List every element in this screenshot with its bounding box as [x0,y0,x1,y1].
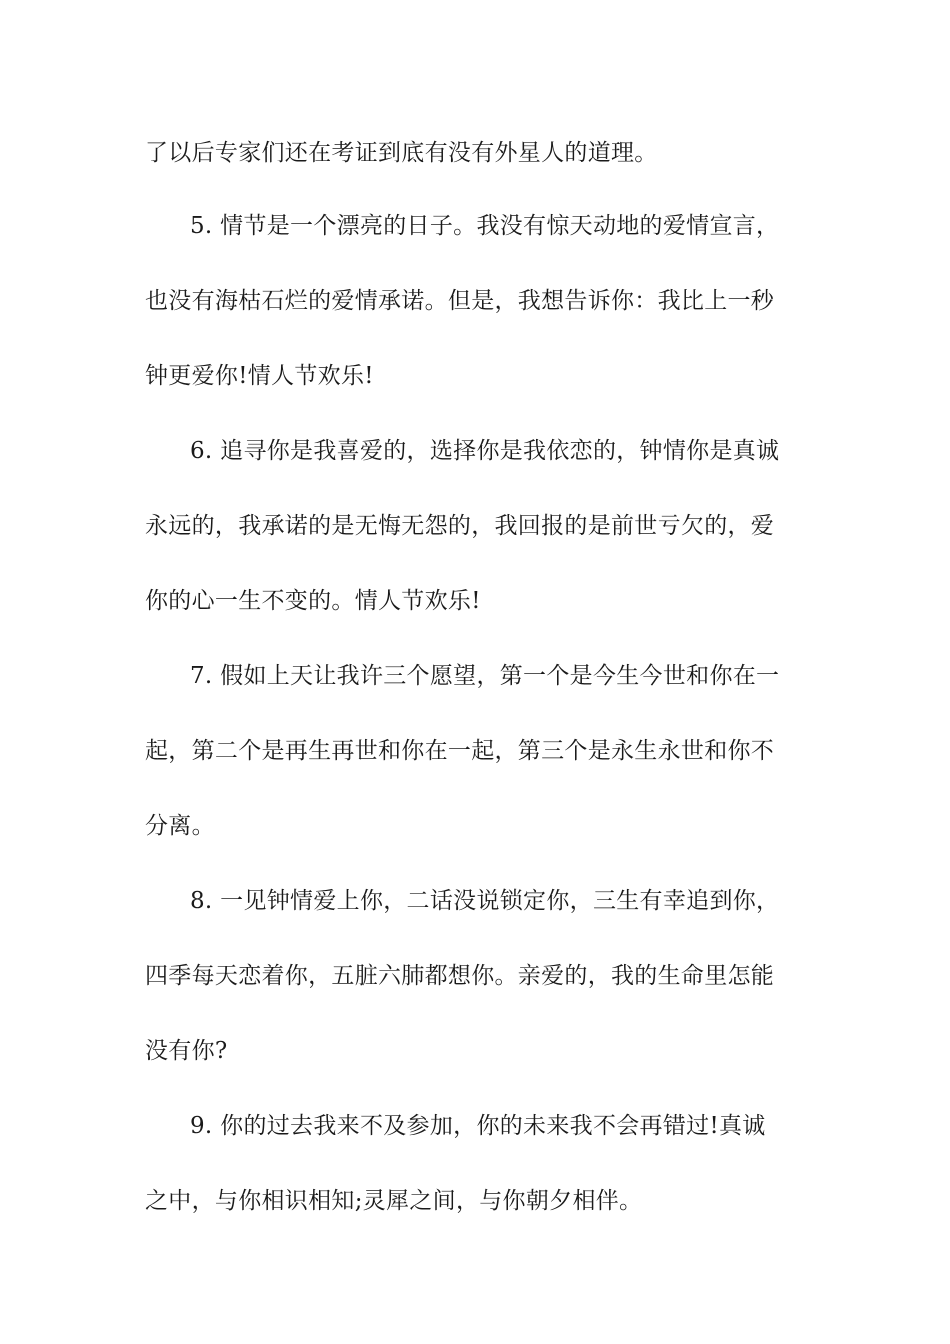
text-line: 分离。 [145,813,215,839]
paragraph-6-line: 6. 追寻你是我喜爱的，选择你是我依恋的，钟情你是真诚 [190,438,780,464]
text-line: 了以后专家们还在考证到底有没有外星人的道理。 [145,140,658,166]
text-line: 你的心一生不变的。情人节欢乐! [145,588,481,614]
text-line: 四季每天恋着你，五脏六肺都想你。亲爱的，我的生命里怎能 [145,963,775,989]
text-line: 也没有海枯石烂的爱情承诺。但是，我想告诉你：我比上一秒 [145,288,775,314]
paragraph-5-line: 5. 情节是一个漂亮的日子。我没有惊天动地的爱情宣言， [190,213,780,239]
paragraph-9-line: 9. 你的过去我来不及参加，你的未来我不会再错过!真诚 [190,1113,766,1139]
paragraph-7-line: 7. 假如上天让我许三个愿望，第一个是今生今世和你在一 [190,663,780,689]
text-line: 没有你? [145,1038,228,1064]
paragraph-8-line: 8. 一见钟情爱上你，二话没说锁定你，三生有幸追到你， [190,888,780,914]
text-line: 钟更爱你!情人节欢乐! [145,363,374,389]
text-line: 永远的，我承诺的是无悔无怨的，我回报的是前世亏欠的，爱 [145,513,775,539]
text-line: 起，第二个是再生再世和你在一起，第三个是永生永世和你不 [145,738,775,764]
text-line: 之中，与你相识相知;灵犀之间，与你朝夕相伴。 [145,1188,643,1214]
